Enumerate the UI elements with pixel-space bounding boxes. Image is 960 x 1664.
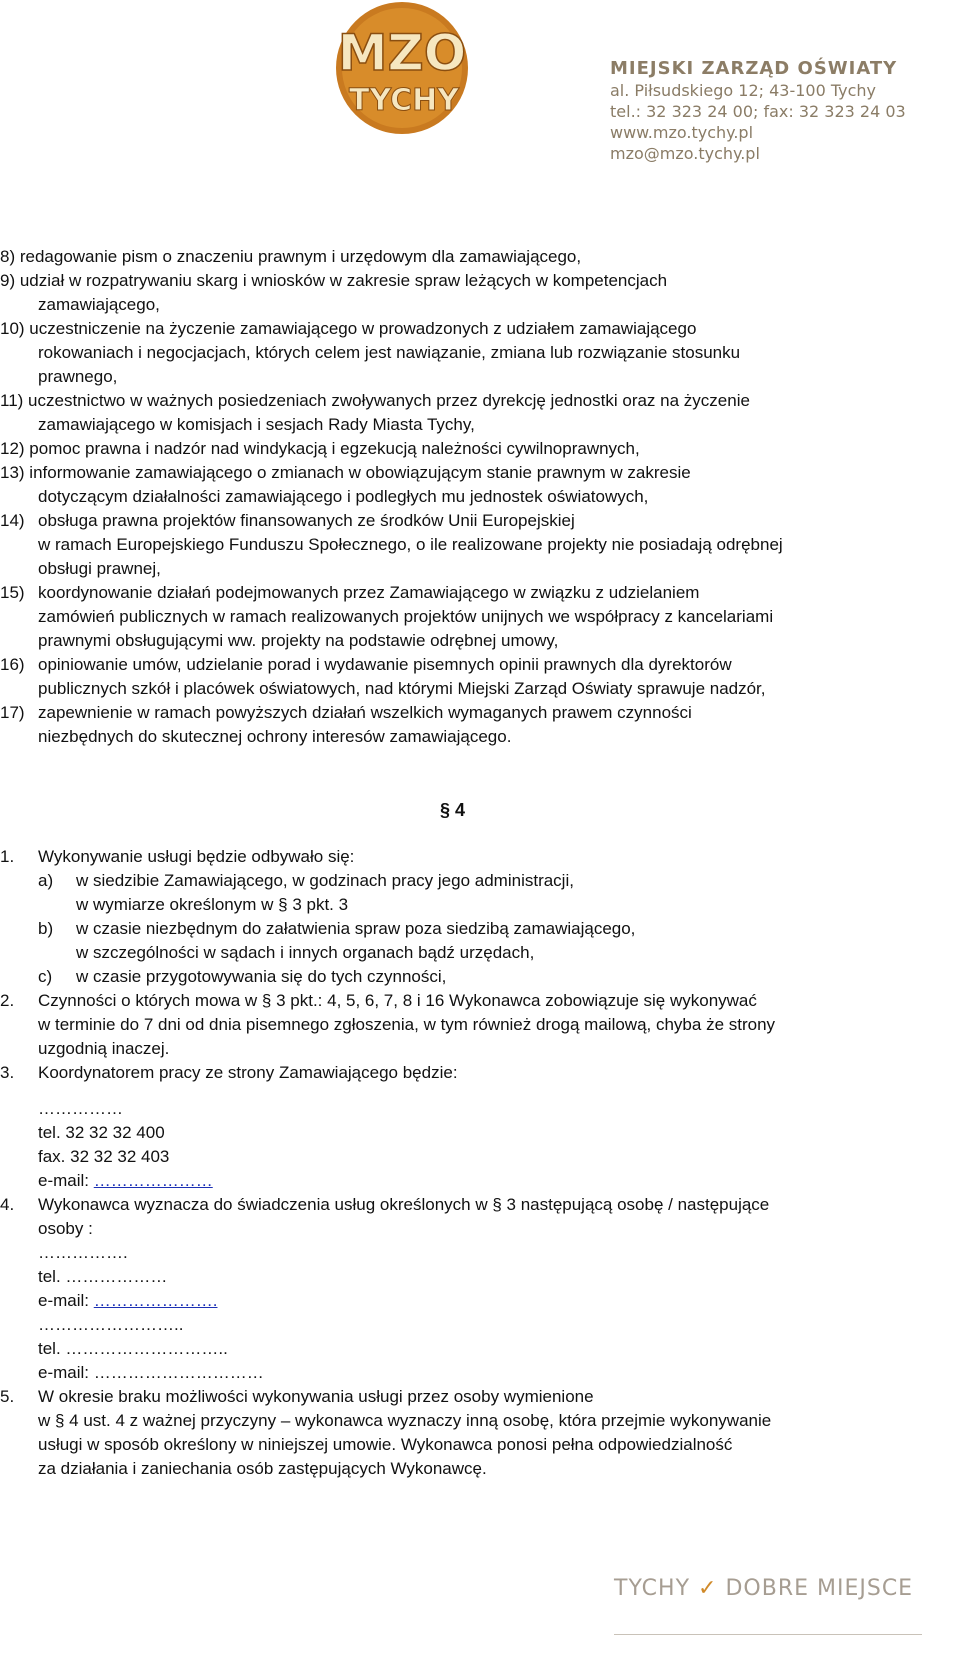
point-2-cont2: uzgodnią inaczej. — [38, 1039, 170, 1058]
point-1b-text: w czasie niezbędnym do załatwienia spraw poza siedzibą zamawiającego, — [76, 919, 636, 938]
point-5-cont: w § 4 ust. 4 z ważnej przyczyny – wykonawca wyznaczy inną osobę, która przejmie wykonywanie — [38, 1411, 772, 1430]
list-item-11: 11) uczestnictwo w ważnych posiedzeniach zwoływanych przez dyrekcję jednostki oraz na życzenie — [0, 391, 750, 410]
list-item-15-cont2: prawnymi obsługującymi ww. projekty na podstawie odrębnej umowy, — [38, 631, 559, 650]
list-item-13: 13) informowanie zamawiającego o zmianach w obowiązującym stanie prawnym w zakresie — [0, 463, 691, 482]
list-item-16-number: 16) — [0, 655, 25, 674]
list-item-11-cont: zamawiającego w komisjach i sesjach Rady Miasta Tychy, — [38, 415, 475, 434]
point-1c-text: w czasie przygotowywania się do tych czynności, — [76, 967, 447, 986]
point-3-number: 3. — [0, 1063, 15, 1082]
list-item-13-cont: dotyczącym działalności zamawiającego i podległych mu jednostek oświatowych, — [38, 487, 649, 506]
point-2-cont: w terminie do 7 dni od dnia pisemnego zgłoszenia, w tym również drogą mailową, chyba że strony — [38, 1015, 776, 1034]
list-item-9-text: 9) udział w rozpatrywaniu skarg i wniosków w zakresie spraw leżących w kompetencjach — [0, 271, 668, 290]
point-5-cont3: za działania i zaniechania osób zastępujących Wykonawcę. — [38, 1459, 487, 1478]
contractor-email-2: e-mail: ………………………… — [38, 1363, 264, 1382]
coordinator-email — [38, 1171, 213, 1191]
contractor-email-1-link[interactable]: …………………. — [93, 1291, 218, 1310]
logo-text-bottom: TYCHY — [349, 83, 459, 118]
organization-website[interactable]: www.mzo.tychy.pl — [610, 123, 754, 142]
point-2-number: 2. — [0, 991, 15, 1010]
point-4-number: 4. — [0, 1195, 15, 1214]
point-1a-letter: a) — [38, 871, 54, 890]
list-item-17: zapewnienie w ramach powyższych działań wszelkich wymaganych prawem czynności — [38, 703, 692, 722]
list-item-9 — [0, 271, 955, 291]
point-3-text: Koordynatorem pracy ze strony Zamawiającego będzie: — [38, 1063, 458, 1082]
point-1a-cont: w wymiarze określonym w § 3 pkt. 3 — [76, 895, 349, 914]
mzo-logo — [330, 0, 474, 136]
organization-address: al. Piłsudskiego 12; 43-100 Tychy — [610, 81, 877, 100]
point-2-text: Czynności o których mowa w § 3 pkt.: 4, 5, 6, 7, 8 i 16 Wykonawca zobowiązuje się wykonywać — [38, 991, 757, 1010]
point-1-number: 1. — [0, 847, 15, 866]
list-item-14-cont2: obsługi prawnej, — [38, 559, 161, 578]
list-item-17-cont: niezbędnych do skutecznej ochrony interesów zamawiającego. — [38, 727, 512, 746]
list-item-15: koordynowanie działań podejmowanych przez Zamawiającego w związku z udzielaniem — [38, 583, 700, 602]
footer-right-text: DOBRE MIEJSCE — [725, 1576, 914, 1601]
point-1c-letter: c) — [38, 967, 53, 986]
contractor-email-1-label: e-mail: — [38, 1291, 90, 1310]
check-icon: ✓ — [698, 1576, 718, 1601]
point-5-cont2: usługi w sposób określony w niniejszej umowie. Wykonawca ponosi pełna odpowiedzialność — [38, 1435, 733, 1454]
coordinator-phone: tel. 32 32 32 400 — [38, 1123, 165, 1142]
list-item-14-number: 14) — [0, 511, 25, 530]
list-item-14: obsługa prawna projektów finansowanych ze środków Unii Europejskiej — [38, 511, 575, 530]
point-4-text: Wykonawca wyznacza do świadczenia usług określonych w § 3 następującą osobę / następujące — [38, 1195, 770, 1214]
list-item-8: 8) redagowanie pism o znaczeniu prawnym i urzędowym dla zamawiającego, — [0, 247, 582, 266]
list-item-10-cont: rokowaniach i negocjacjach, których celem jest nawiązanie, zmiana lub rozwiązanie stosunku — [38, 343, 741, 362]
contractor-person-1: ……………. — [38, 1243, 128, 1262]
list-item-15-number: 15) — [0, 583, 25, 602]
point-1a-text: w siedzibie Zamawiającego, w godzinach pracy jego administracji, — [76, 871, 574, 890]
list-item-17-number: 17) — [0, 703, 25, 722]
coordinator-email-label: e-mail: — [38, 1171, 90, 1190]
organization-phones: tel.: 32 323 24 00; fax: 32 323 24 03 — [610, 102, 906, 121]
coordinator-fax: fax. 32 32 32 403 — [38, 1147, 170, 1166]
logo-text-top: MZO — [337, 24, 467, 82]
contractor-person-2: …………………….. — [38, 1315, 184, 1334]
contractor-phone-2: tel. ……………………….. — [38, 1339, 228, 1358]
list-item-10-cont2: prawnego, — [38, 367, 118, 386]
coordinator-name: …………… — [38, 1099, 123, 1118]
contractor-phone-1: tel. ……………… — [38, 1267, 168, 1286]
footer-left-text: TYCHY — [614, 1576, 691, 1601]
point-5-number: 5. — [0, 1387, 15, 1406]
point-1b-letter: b) — [38, 919, 54, 938]
organization-name: MIEJSKI ZARZĄD OŚWIATY — [610, 58, 898, 79]
point-1-text: Wykonywanie usługi będzie odbywało się: — [38, 847, 355, 866]
list-item-9-cont: zamawiającego, — [38, 295, 160, 314]
coordinator-email-link[interactable]: ………………… — [93, 1171, 213, 1190]
point-5-text: W okresie braku możliwości wykonywania usługi przez osoby wymienione — [38, 1387, 594, 1406]
organization-email[interactable]: mzo@mzo.tychy.pl — [610, 144, 760, 163]
list-item-16-cont: publicznych szkół i placówek oświatowych, nad którymi Miejski Zarząd Oświaty sprawuje nadzór, — [38, 679, 766, 698]
footer-slogan — [614, 1576, 913, 1601]
list-item-16: opiniowanie umów, udzielanie porad i wydawanie pisemnych opinii prawnych dla dyrektorów — [38, 655, 732, 674]
footer-rule — [614, 1634, 922, 1635]
list-item-14-cont: w ramach Europejskiego Funduszu Społecznego, o ile realizowane projekty nie posiadają odrębnej — [38, 535, 783, 554]
contractor-email-1 — [38, 1291, 217, 1311]
point-1b-cont: w szczególności w sądach i innych organach bądź urzędach, — [76, 943, 535, 962]
list-item-12: 12) pomoc prawna i nadzór nad windykacją i egzekucją należności cywilnoprawnych, — [0, 439, 640, 458]
list-item-15-cont: zamówień publicznych w ramach realizowanych projektów unijnych we współpracy z kancelariami — [38, 607, 774, 626]
list-item-10: 10) uczestniczenie na życzenie zamawiającego w prowadzonych z udziałem zamawiającego — [0, 319, 697, 338]
point-4-cont: osoby : — [38, 1219, 93, 1238]
section-heading: § 4 — [440, 800, 466, 820]
organization-info — [610, 58, 906, 164]
